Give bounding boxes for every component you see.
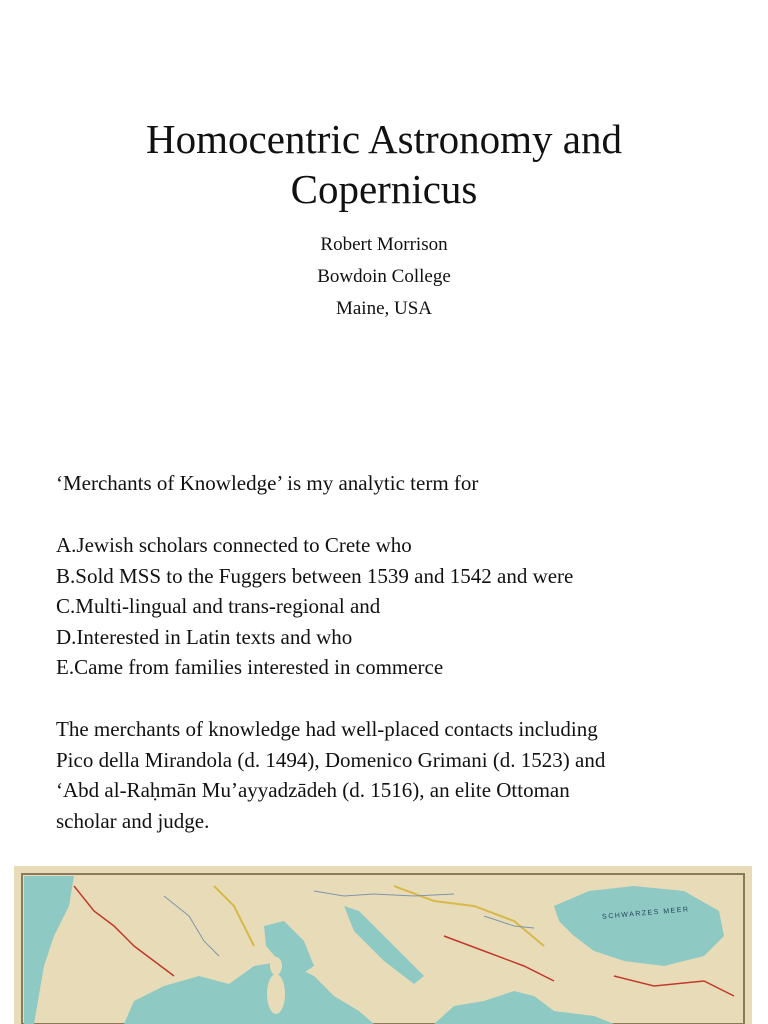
black-sea-label: SCHWARZES MEER: [601, 906, 690, 921]
list-item-label: C.: [56, 594, 76, 618]
list-item-label: D.: [56, 624, 77, 649]
list-item: [56, 652, 736, 683]
paragraph-line: ‘Abd al-Raḥmān Mu’ayyadzādeh (d. 1516), an elite Ottoman: [56, 778, 570, 802]
slide-title: [0, 114, 768, 214]
list-item-label: A.: [56, 533, 77, 557]
list-item: [56, 530, 736, 561]
list-item-label: B.: [56, 563, 76, 588]
paragraph-line: scholar and judge.: [56, 808, 210, 833]
list-item-label: E.: [56, 655, 75, 679]
title-line-1: Homocentric Astronomy and: [146, 116, 622, 162]
paragraph-line: Pico della Mirandola (d. 1494), Domenico Grimani (d. 1523) and: [56, 747, 606, 772]
author-name: Robert Morrison: [320, 234, 448, 255]
title-line-2: Copernicus: [290, 166, 478, 212]
intro-sentence: ‘Merchants of Knowledge’ is my analytic term for: [56, 471, 479, 495]
author-institution: Bowdoin College: [317, 266, 451, 287]
list-item-text: Sold MSS to the Fuggers between 1539 and 1542 and were: [75, 563, 574, 588]
list-item-text: Came from families interested in commerce: [74, 655, 444, 679]
corsica: [270, 957, 282, 975]
list-item-text: Multi-lingual and trans-regional and: [75, 594, 381, 618]
author-location: Maine, USA: [335, 298, 433, 319]
paragraph-line: The merchants of knowledge had well-placed contacts including: [56, 717, 598, 741]
list-item: [56, 622, 736, 653]
sardinia: [267, 974, 285, 1014]
list-item: [56, 591, 736, 622]
contacts-paragraph: [56, 714, 736, 836]
list-item: [56, 561, 736, 592]
list-item-text: Interested in Latin texts and who: [76, 624, 353, 649]
map-illustration: [14, 866, 752, 1024]
criteria-list: [56, 530, 736, 683]
list-item-text: Jewish scholars connected to Crete who: [76, 533, 412, 557]
mediterranean-map-image: [14, 866, 752, 1024]
author-block: [0, 229, 768, 325]
